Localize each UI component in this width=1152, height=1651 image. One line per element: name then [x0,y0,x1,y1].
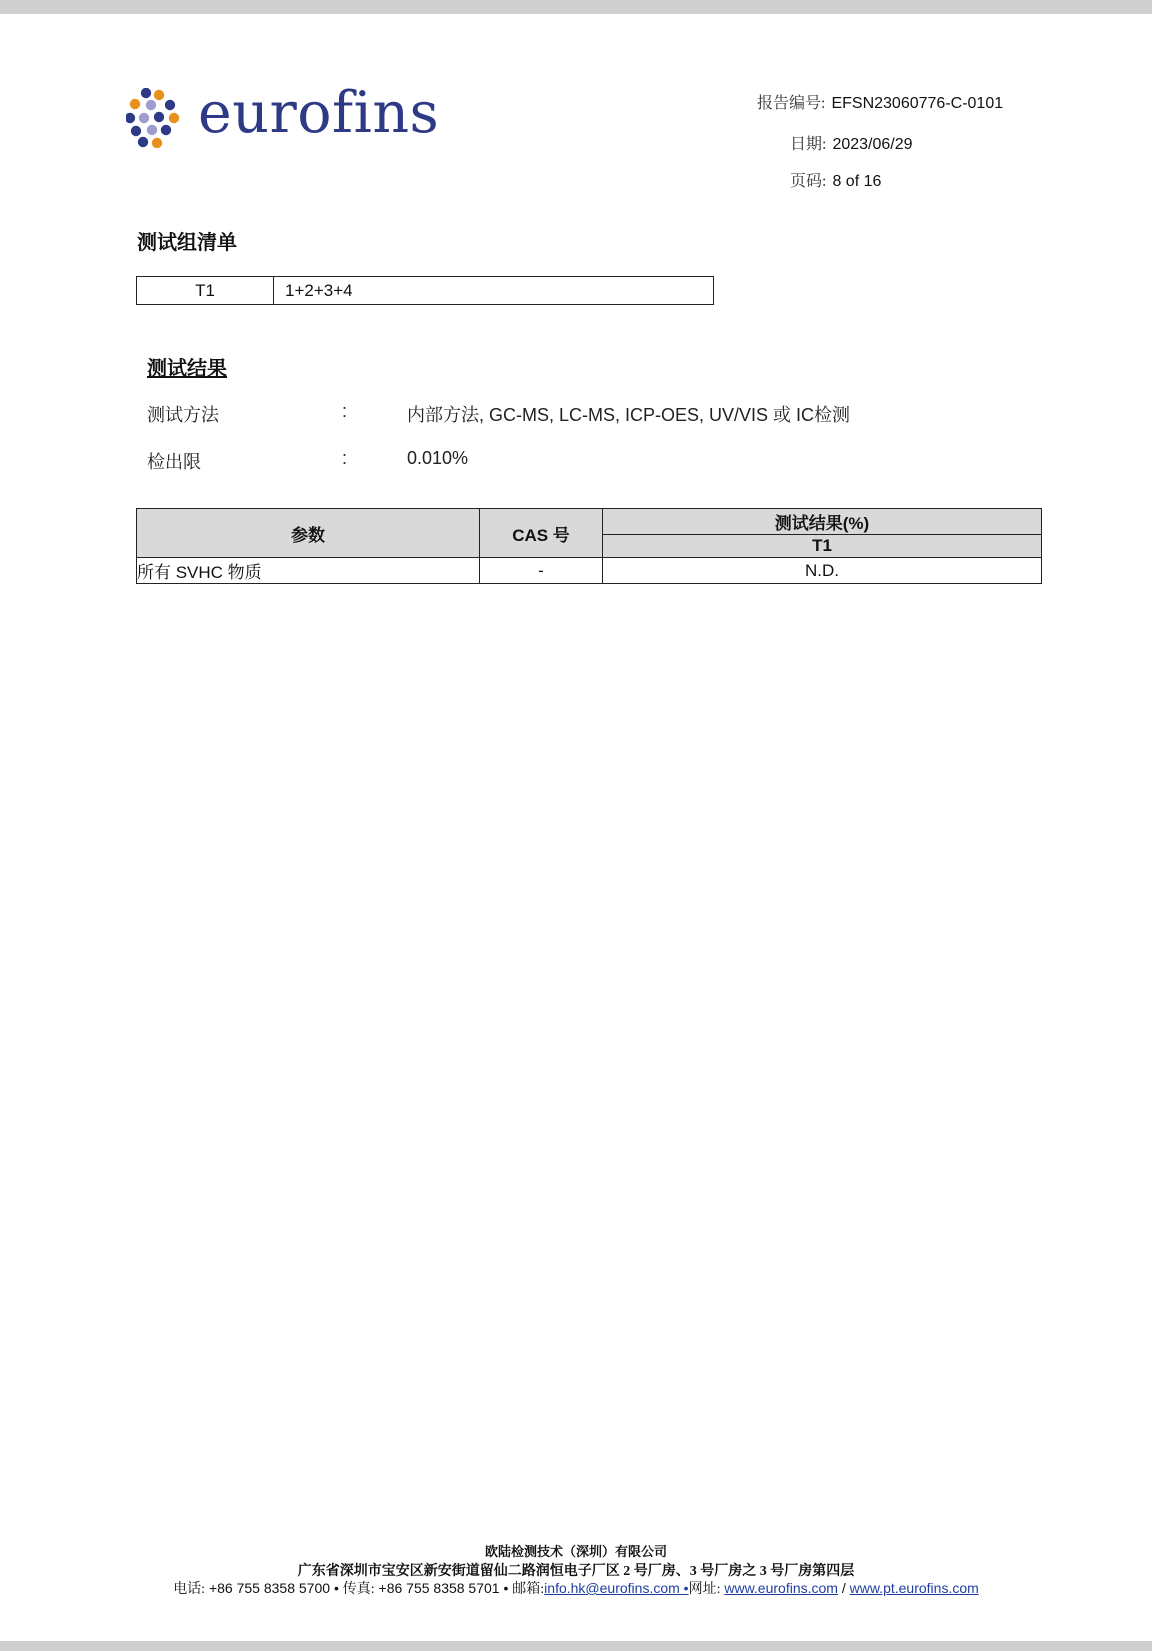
report-date: 2023/06/29 [832,136,913,153]
results-heading: 测试结果 [147,358,227,380]
date-row [790,131,913,154]
page-frame-bottom [0,1641,1152,1651]
table-row [137,277,714,305]
website-link[interactable]: www.eurofins.com [724,1580,838,1596]
row-cas: - [480,558,603,584]
row-param: 所有 SVHC 物质 [137,558,480,584]
logo-wordmark: eurofins [198,80,440,146]
footer-contact [0,1578,1152,1598]
limit-value: 0.010% [407,448,469,468]
results-table [136,508,1042,584]
tel-number: +86 755 8358 5700 [208,1580,331,1596]
report-number: EFSN23060776-C-0101 [831,95,1004,112]
limit-label: 检出限 [147,452,201,472]
separator: • [333,1580,339,1596]
page-number: 8 of 16 [832,173,882,190]
col-result-header: 测试结果(%) [603,509,1042,535]
web-separator: / [841,1580,846,1596]
pt-website-link[interactable]: www.pt.eurofins.com [849,1580,979,1596]
group-composition: 1+2+3+4 [274,277,714,305]
col-param-header: 参数 [137,509,480,558]
test-group-table [136,276,714,305]
footer-address: 广东省深圳市宝安区新安街道留仙二路润恒电子厂区 2 号厂房、3 号厂房之 3 号厂房第四层 [297,1564,855,1579]
row-result: N.D. [603,558,1042,584]
page-frame-top [0,0,1152,14]
report-number-label: 报告编号: [757,95,826,112]
limit-colon: : [342,448,348,468]
report-number-row [757,90,1003,113]
separator: • [503,1580,509,1596]
email-label: 邮箱: [512,1582,545,1597]
col-sample-header: T1 [603,535,1042,558]
group-id: T1 [137,277,274,305]
email-link[interactable]: info.hk@eurofins.com • [544,1580,689,1596]
web-label: 网址: [688,1582,721,1597]
fax-label: 传真: [342,1582,375,1597]
eurofins-dots-icon [126,88,186,148]
method-label: 测试方法 [147,405,219,425]
test-group-heading: 测试组清单 [137,232,237,254]
col-cas-header: CAS 号 [480,509,603,558]
method-value: 内部方法, GC-MS, LC-MS, ICP-OES, UV/VIS 或 IC检测 [407,405,851,425]
date-label: 日期: [790,136,827,153]
table-header-row [137,509,1042,535]
page-label: 页码: [790,173,827,190]
eurofins-logo [126,80,440,152]
method-colon: : [342,401,348,421]
fax-number: +86 755 8358 5701 [378,1580,500,1596]
table-row [137,558,1042,584]
footer-company: 欧陆检测技术（深圳）有限公司 [484,1544,667,1559]
tel-label: 电话: [173,1582,206,1597]
page-row [790,168,881,191]
